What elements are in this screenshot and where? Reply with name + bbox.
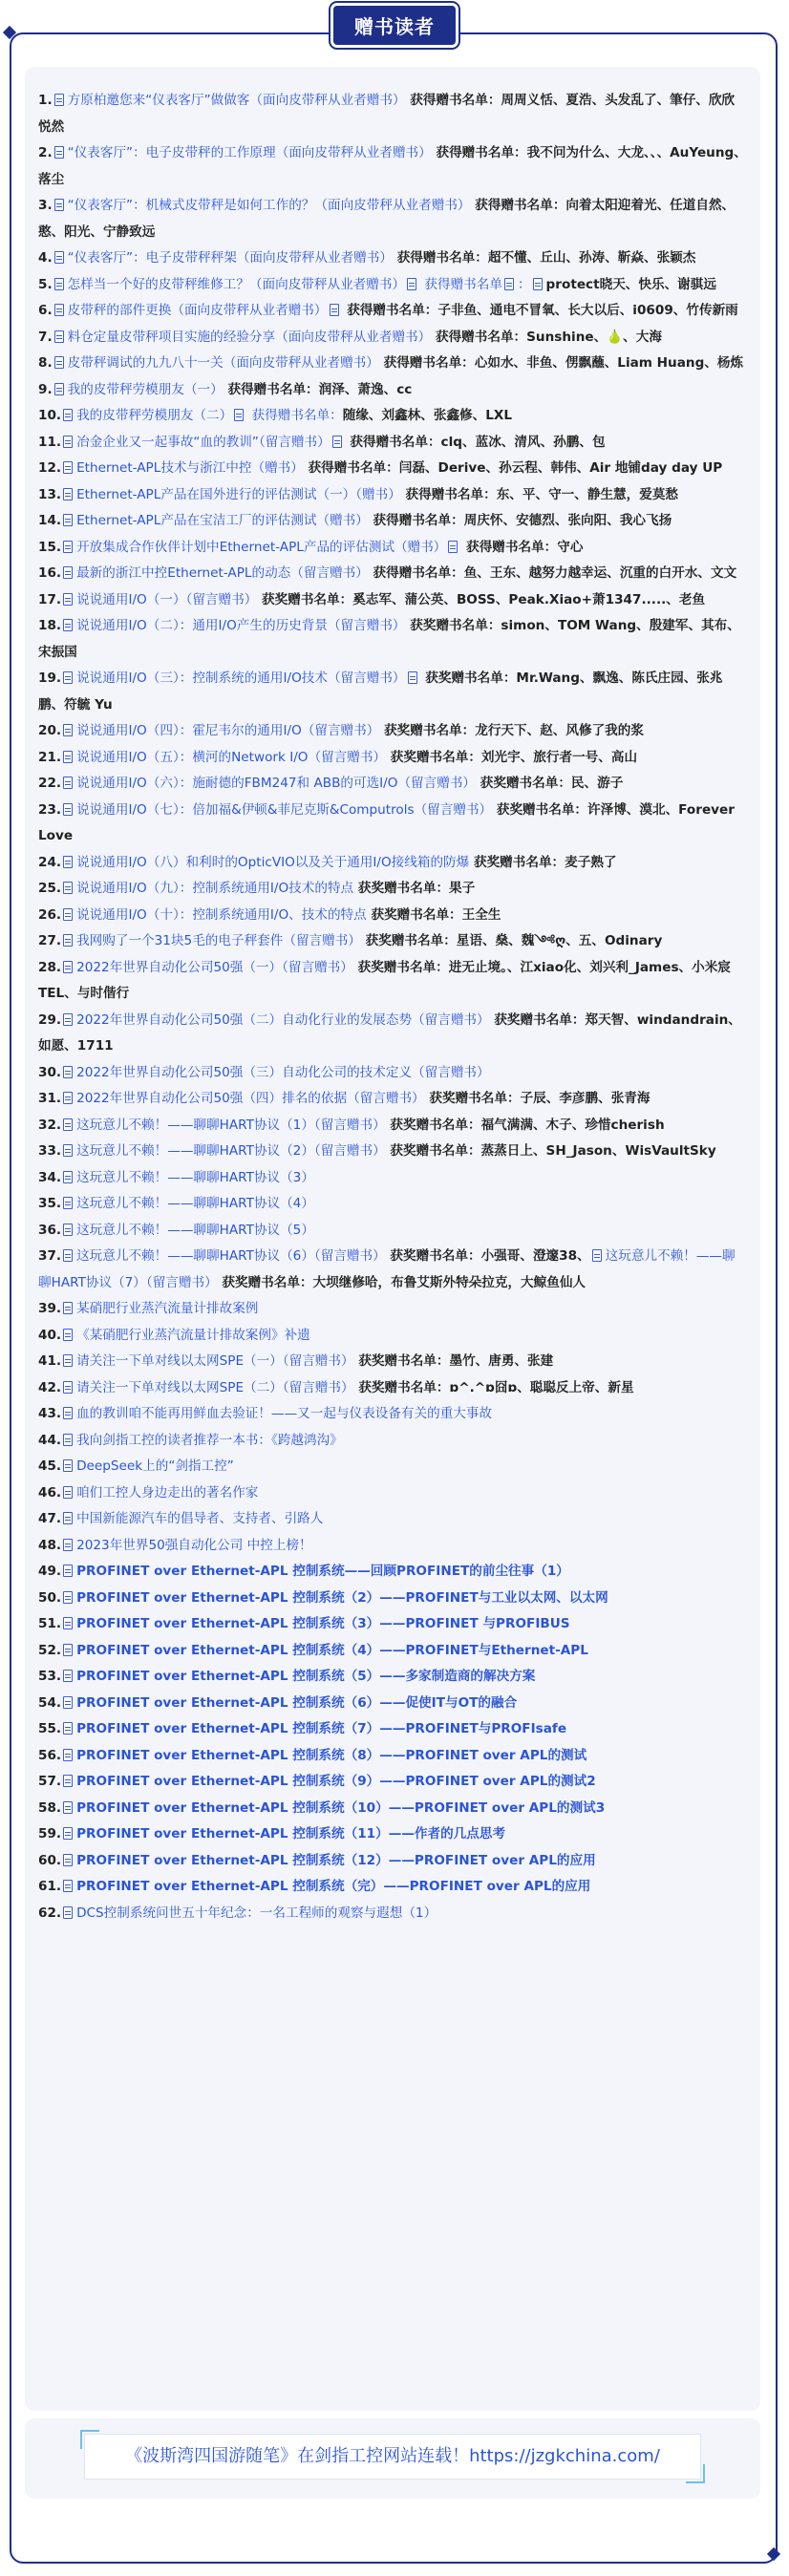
winner-list: protect晓天、快乐、谢骐远: [545, 276, 716, 292]
list-item: [38, 1296, 747, 1323]
article-link[interactable]: 2022年世界自动化公司50强（二）自动化行业的发展态势（留言赠书）: [76, 1011, 490, 1028]
document-icon: [63, 803, 73, 816]
document-icon: [63, 1749, 73, 1761]
document-icon: [63, 1249, 73, 1262]
item-number: 2.: [38, 145, 53, 160]
winner-list: 获奖赠书名单：郑天智、windandrain、如愿、1711: [38, 1011, 741, 1054]
article-link[interactable]: 怎样当一个好的皮带秤维修工？（面向皮带秤从业者赠书）: [67, 276, 406, 292]
document-icon: [63, 1459, 73, 1472]
article-link[interactable]: 这玩意儿不赖！——聊聊HART协议（2）（留言赠书）: [76, 1143, 386, 1159]
article-link[interactable]: 《某硝肥行业蒸汽流量计排故案例》补遗: [76, 1327, 310, 1343]
item-number: 14.: [38, 513, 62, 528]
document-icon: [407, 278, 416, 290]
article-link[interactable]: 这玩意儿不赖！——聊聊HART协议（6）（留言赠书）: [76, 1248, 386, 1264]
list-item: [38, 1244, 747, 1296]
article-link[interactable]: PROFINET over Ethernet-APL 控制系统（2）——PROFINET与工业以太网、以太网: [76, 1589, 608, 1606]
list-item: [38, 1191, 747, 1218]
document-icon: [63, 1512, 73, 1524]
document-icon: [63, 934, 73, 947]
article-link[interactable]: ：: [517, 276, 531, 292]
item-number: 40.: [38, 1327, 62, 1343]
item-number: 33.: [38, 1143, 62, 1159]
list-item: [38, 508, 747, 535]
item-number: 9.: [38, 381, 53, 397]
document-icon: [63, 1854, 73, 1866]
article-link[interactable]: 2022年世界自动化公司50强（三）自动化公司的技术定义（留言赠书）: [76, 1064, 490, 1080]
list-item: [38, 88, 747, 140]
article-link[interactable]: 这玩意儿不赖！——聊聊HART协议（3）: [76, 1169, 314, 1185]
item-number: 45.: [38, 1458, 62, 1474]
document-icon: [54, 330, 64, 343]
list-item: [38, 193, 747, 245]
list-item: [38, 1638, 747, 1665]
document-icon: [63, 777, 73, 789]
article-link[interactable]: 某硝肥行业蒸汽流量计排故案例: [76, 1301, 259, 1316]
winner-list: 获奖赠书名单：进无止境。、江xiao化、刘兴利_James、小米宸TEL、与时偕行: [38, 959, 731, 1001]
article-link[interactable]: 说说通用I/O（一）（留言赠书）: [76, 591, 258, 607]
article-link[interactable]: 这玩意儿不赖！——聊聊HART协议（5）: [76, 1222, 314, 1238]
item-number: 27.: [38, 933, 62, 948]
list-item: [38, 850, 747, 877]
item-number: 37.: [38, 1248, 62, 1264]
item-number: 13.: [38, 486, 62, 502]
article-link[interactable]: PROFINET over Ethernet-APL 控制系统（10）——PROFINET over APL的测试3: [76, 1799, 606, 1816]
document-icon: [54, 356, 64, 369]
list-item: [38, 1664, 747, 1691]
list-item: [38, 1611, 747, 1638]
list-item: [38, 613, 747, 666]
item-number: 34.: [38, 1169, 62, 1185]
article-link[interactable]: 说说通用I/O（五）：横河的Network I/O（留言赠书）: [76, 749, 387, 765]
article-link[interactable]: PROFINET over Ethernet-APL 控制系统（12）——PROFINET over APL的应用: [76, 1852, 596, 1868]
article-link[interactable]: PROFINET over Ethernet-APL 控制系统（9）——PROFINET over APL的测试2: [76, 1774, 596, 1789]
winner-list: 获奖赠书名单：ɒ^.^ɒ囧ɒ、聪聪反上帝、新星: [353, 1379, 634, 1395]
list-item: [38, 1428, 747, 1455]
item-number: 3.: [38, 198, 53, 213]
item-number: 53.: [38, 1669, 62, 1684]
list-item: [38, 1901, 747, 1927]
list-item: [38, 272, 747, 299]
item-number: 24.: [38, 854, 62, 870]
article-link[interactable]: Ethernet-APL产品在宝洁工厂的评估测试（赠书）: [76, 513, 369, 528]
document-icon: [63, 1617, 73, 1629]
footer-link[interactable]: 《波斯湾四国游随笔》在剑指工控网站连载！https://jzgkchina.com/: [84, 2434, 701, 2480]
list-item: [38, 1506, 747, 1533]
article-link[interactable]: 方原柏邀您来“仪表客厅”做做客（面向皮带秤从业者赠书）: [67, 93, 406, 108]
list-item: [38, 1454, 747, 1480]
winner-list: 获奖赠书名单：星语、燊、魏༺ღ、五、Odinary: [360, 933, 663, 948]
list-item: [38, 325, 747, 351]
document-icon: [63, 882, 73, 894]
item-number: 36.: [38, 1222, 62, 1238]
list-item: [38, 1375, 747, 1402]
document-icon: [63, 856, 73, 868]
document-icon: [54, 251, 64, 264]
document-icon: [63, 1302, 73, 1314]
document-icon: [63, 1880, 73, 1892]
document-icon: [63, 619, 73, 631]
list-item: [38, 1218, 747, 1245]
list-item: [38, 561, 747, 587]
document-icon: [63, 1381, 73, 1394]
item-number: 44.: [38, 1432, 62, 1448]
article-link[interactable]: Ethernet-APL技术与浙江中控（赠书）: [76, 460, 304, 476]
list-item: [38, 430, 747, 457]
article-link[interactable]: 这玩意儿不赖！——聊聊HART协议（4）: [76, 1196, 314, 1211]
list-item: [38, 1165, 747, 1192]
document-icon: [234, 409, 244, 421]
document-icon: [63, 724, 73, 736]
list-item: [38, 928, 747, 955]
document-icon: [63, 409, 73, 421]
list-item: [38, 1769, 747, 1796]
item-number: 11.: [38, 434, 62, 450]
winner-list: 获奖赠书名单：蒸蒸日上、SH_Jason、WisVaultSky: [385, 1143, 716, 1159]
item-number: 15.: [38, 539, 62, 555]
list-item: [38, 1060, 747, 1087]
document-icon: [63, 593, 73, 606]
article-link[interactable]: 咱们工控人身边走出的著名作家: [76, 1484, 259, 1501]
list-item: [38, 403, 747, 430]
article-link[interactable]: 这玩意儿不赖！——聊聊HART协议（1）（留言赠书）: [76, 1117, 386, 1133]
winner-list: 获得赠书名单：闫磊、Derive、孙云程、韩伟、Air 地铺day day UP: [303, 460, 723, 476]
article-link[interactable]: DeepSeek上的“剑指工控”: [76, 1458, 234, 1474]
article-link[interactable]: 开放集成合作伙伴计划中Ethernet-APL产品的评估测试（赠书）: [76, 539, 447, 555]
article-link[interactable]: PROFINET over Ethernet-APL 控制系统（5）——多家制造商的解决方案: [76, 1669, 536, 1684]
item-number: 50.: [38, 1589, 62, 1606]
document-icon: [63, 1906, 73, 1919]
item-number: 58.: [38, 1799, 62, 1816]
list-item: [38, 1008, 747, 1060]
document-icon: [63, 1329, 73, 1341]
list-item: [38, 1401, 747, 1428]
item-number: 35.: [38, 1196, 62, 1211]
document-icon: [448, 541, 458, 553]
article-link[interactable]: 说说通用I/O（三）：控制系统的通用I/O技术（留言赠书）: [76, 671, 406, 686]
winner-list: 获奖赠书名单：Mr.Wang、飘逸、陈氏庄园、张兆鹏、符毓 Yu: [38, 671, 723, 713]
article-link[interactable]: 说说通用I/O（八）和利时的OpticVIO以及关于通用I/O接线箱的防爆: [76, 854, 470, 870]
document-icon: [63, 1092, 73, 1104]
item-number: 29.: [38, 1011, 62, 1028]
document-icon: [63, 1354, 73, 1367]
winner-list: 获得赠书名单：clq、蓝冰、清风、孙鹏、包: [345, 434, 606, 450]
item-number: 17.: [38, 591, 62, 607]
item-number: 23.: [38, 801, 62, 818]
footer-panel: [25, 2418, 760, 2499]
document-icon: [63, 1696, 73, 1709]
document-icon: [63, 1670, 73, 1682]
document-icon: [63, 961, 73, 973]
winner-list: 获得赠书名单：心如水、非鱼、侽飘蘸、Liam Huang、杨炼: [378, 355, 744, 371]
article-link[interactable]: 说说通用I/O（七）：倍加福&伊顿&菲尼克斯&Computrols（留言赠书）: [76, 801, 493, 818]
document-icon: [54, 304, 64, 316]
item-number: 16.: [38, 565, 62, 581]
document-icon: [63, 1197, 73, 1209]
item-number: 6.: [38, 303, 53, 318]
list-item: [38, 377, 747, 404]
winner-list: 获得赠书名单：我不问为什么、大龙、、、AuYeung、落尘: [38, 145, 747, 187]
winner-list: 获得赠书名单：周庆怀、安德烈、张向阳、我心飞扬: [368, 513, 672, 528]
item-number: 30.: [38, 1064, 62, 1080]
article-link[interactable]: Ethernet-APL产品在国外进行的评估测试（一）（赠书）: [76, 486, 401, 502]
list-item: [38, 535, 747, 562]
item-number: 57.: [38, 1774, 62, 1789]
item-number: 31.: [38, 1091, 62, 1106]
document-icon: [63, 1539, 73, 1551]
list-item: [38, 298, 747, 325]
document-icon: [330, 304, 339, 316]
winner-list: 获奖赠书名单：子辰、李彦鹏、张青海: [424, 1091, 650, 1106]
article-link[interactable]: PROFINET over Ethernet-APL 控制系统（4）——PROFINET与Ethernet-APL: [76, 1642, 588, 1658]
article-link[interactable]: 我的皮带秤劳模朋友（一）: [67, 381, 224, 397]
document-icon: [63, 1407, 73, 1419]
winner-list: 获奖赠书名单：奚志军、蒲公英、BOSS、Peak.Xiao+萧1347.....、老鱼: [257, 591, 706, 607]
item-number: 59.: [38, 1826, 62, 1842]
winner-list: 获得赠书名单：鱼、王东、越努力越幸运、沉重的白开水、文文: [368, 565, 737, 581]
winner-list: 获奖赠书名单：龙行天下、赵、风修了我的浆: [379, 723, 644, 738]
document-icon: [332, 436, 342, 448]
item-number: 41.: [38, 1353, 62, 1369]
list-item: [38, 587, 747, 614]
document-icon: [63, 1171, 73, 1183]
document-icon: [408, 671, 417, 684]
list-item: [38, 718, 747, 745]
document-icon: [54, 383, 64, 395]
document-icon: [504, 278, 514, 290]
list-item: [38, 1821, 747, 1848]
list-item: [38, 955, 747, 1008]
list-item: [38, 1113, 747, 1139]
article-link[interactable]: 这玩意儿不赖！——聊聊HART协议（7）（留言赠书）: [38, 1248, 736, 1290]
list-item: [38, 1086, 747, 1113]
winner-list: 获得赠书名单：润泽、萧逸、cc: [223, 381, 413, 397]
document-icon: [63, 1827, 73, 1840]
article-link[interactable]: 料仓定量皮带秤项目实施的经验分享（面向皮带秤从业者赠书）: [67, 329, 432, 345]
document-icon: [63, 1066, 73, 1078]
article-link[interactable]: 请关注一下单对线以太网SPE（二）（留言赠书）: [76, 1379, 354, 1395]
list-item: [38, 876, 747, 903]
document-icon: [63, 1013, 73, 1026]
list-item: [38, 1743, 747, 1770]
item-number: 46.: [38, 1484, 62, 1501]
article-link[interactable]: “仪表客厅”：机械式皮带秤是如何工作的？（面向皮带秤从业者赠书）: [67, 198, 471, 213]
item-number: 22.: [38, 776, 62, 791]
document-icon: [63, 908, 73, 921]
list-item: [38, 1323, 747, 1350]
page-title: 赠书读者: [333, 6, 456, 45]
document-icon: [63, 1224, 73, 1236]
winner-list: 获奖赠书名单：simon、TOM Wang、殷建军、其布、宋振国: [38, 618, 740, 660]
winner-list: 获奖赠书名单：小强哥、澄邃38、: [385, 1248, 590, 1264]
article-link[interactable]: 皮带秤的部件更换（面向皮带秤从业者赠书）: [67, 303, 328, 318]
item-number: 55.: [38, 1721, 62, 1736]
item-number: 8.: [38, 355, 53, 371]
article-link[interactable]: “仪表客厅”：电子皮带秤的工作原理（面向皮带秤从业者赠书）: [67, 145, 432, 160]
item-number: 32.: [38, 1117, 62, 1133]
article-link[interactable]: 2022年世界自动化公司50强（一）（留言赠书）: [76, 959, 353, 975]
document-icon: [63, 1644, 73, 1656]
winner-list: 获奖赠书名单：许泽博、漠北、Forever Love: [38, 801, 735, 843]
document-icon: [54, 278, 64, 290]
item-number: 25.: [38, 881, 62, 896]
winner-list: 获得赠书名单：向着太阳迎着光、任道自然、憨、阳光、宁静致远: [38, 198, 736, 240]
winner-list: 获奖赠书名单：墨竹、唐勇、张建: [353, 1353, 554, 1369]
winner-list: 获奖赠书名单：大坝继修哈，布鲁艾斯外特朵拉克，大鲸鱼仙人: [217, 1274, 586, 1290]
article-link[interactable]: 中国新能源汽车的倡导者、支持者、引路人: [76, 1511, 324, 1526]
document-icon: [54, 146, 64, 159]
article-link[interactable]: PROFINET over Ethernet-APL 控制系统（3）——PROFINET 与PROFIBUS: [76, 1616, 570, 1631]
article-link[interactable]: 说说通用I/O（九）：控制系统通用I/O技术的特点: [76, 881, 354, 896]
list-item: [38, 1349, 747, 1375]
list-item: [38, 1874, 747, 1901]
list-item: [38, 1796, 747, 1822]
article-link[interactable]: 获得赠书名单：: [247, 408, 343, 423]
article-link[interactable]: 说说通用I/O（四）：霍尼韦尔的通用I/O（留言赠书）: [76, 723, 380, 738]
document-icon: [63, 541, 73, 553]
winner-list: 获得赠书名单：东、平、守一、静生慧，爱莫愁: [400, 486, 679, 502]
document-icon: [63, 1801, 73, 1814]
winner-list: 获奖赠书名单：麦子熟了: [469, 854, 617, 870]
item-number: 1.: [38, 93, 53, 108]
document-icon: [63, 1486, 73, 1499]
winner-list: 获得赠书名单：超不懂、丘山、孙涛、靳焱、张颖杰: [392, 250, 696, 266]
item-number: 52.: [38, 1642, 62, 1658]
list-item: [38, 1480, 747, 1507]
list-item: [38, 798, 747, 850]
item-number: 21.: [38, 749, 62, 765]
list-item: [38, 351, 747, 377]
document-icon: [63, 671, 73, 684]
item-number: 62.: [38, 1905, 62, 1921]
document-icon: [63, 1591, 73, 1604]
article-link[interactable]: “仪表客厅”：电子皮带秤秤架（面向皮带秤从业者赠书）: [67, 250, 393, 266]
winner-list: 获得赠书名单：Sunshine、🍐、大海: [431, 329, 662, 345]
item-number: 4.: [38, 250, 53, 266]
winner-list: 获得赠书名单：守心: [461, 539, 584, 555]
item-number: 61.: [38, 1879, 62, 1894]
item-number: 18.: [38, 618, 62, 633]
item-number: 10.: [38, 408, 62, 423]
item-number: 19.: [38, 671, 62, 686]
article-link[interactable]: DCS控制系统问世五十年纪念：一名工程师的观察与遐想（1）: [76, 1905, 437, 1921]
list-item: [38, 666, 747, 718]
list-item: [38, 245, 747, 272]
list-item: [38, 1716, 747, 1743]
list-item: [38, 903, 747, 929]
article-link[interactable]: 我网购了一个31块5毛的电子秤套件（留言赠书）: [76, 933, 361, 948]
article-link[interactable]: 2023年世界50强自动化公司 中控上榜！: [76, 1537, 312, 1553]
item-number: 48.: [38, 1537, 62, 1553]
article-link[interactable]: PROFINET over Ethernet-APL 控制系统（完）——PROFINET over APL的应用: [76, 1879, 591, 1894]
item-number: 42.: [38, 1379, 62, 1395]
item-number: 5.: [38, 276, 53, 292]
item-number: 26.: [38, 906, 62, 923]
document-icon: [63, 488, 73, 500]
document-icon: [63, 1775, 73, 1787]
item-number: 7.: [38, 329, 53, 345]
item-number: 60.: [38, 1852, 62, 1868]
document-icon: [54, 199, 64, 211]
item-number: 47.: [38, 1511, 62, 1526]
winner-list: 获得赠书名单：子非鱼、通电不冒氧、长大以后、i0609、竹传新雨: [342, 303, 738, 318]
document-icon: [63, 1722, 73, 1735]
list-item: [38, 771, 747, 798]
article-link[interactable]: 最新的浙江中控Ethernet-APL的动态（留言赠书）: [76, 565, 369, 581]
article-link[interactable]: 我向剑指工控的读者推荐一本书：《跨越鸿沟》: [76, 1432, 343, 1448]
article-link[interactable]: 说说通用I/O（十）：控制系统通用I/O、技术的特点: [76, 906, 367, 923]
document-icon: [63, 514, 73, 526]
list-item: [38, 1533, 747, 1560]
document-icon: [63, 566, 73, 579]
winner-list: 获得赠书名单：周周义恬、夏浩、头发乱了、筆仔、欣欣悦然: [38, 93, 736, 135]
item-number: 39.: [38, 1301, 62, 1316]
item-number: 43.: [38, 1406, 62, 1421]
list-item: [38, 745, 747, 772]
item-number: 49.: [38, 1564, 62, 1579]
list-item: [38, 1559, 747, 1586]
document-icon: [54, 94, 64, 106]
article-link[interactable]: 2022年世界自动化公司50强（四）排名的依据（留言赠书）: [76, 1091, 425, 1106]
article-link[interactable]: PROFINET over Ethernet-APL 控制系统——回顾PROFINET的前尘往事（1）: [76, 1564, 569, 1579]
winner-list: 获奖赠书名单：果子: [353, 881, 476, 896]
winner-list: 获奖赠书名单：民、游子: [476, 776, 624, 791]
article-link[interactable]: PROFINET over Ethernet-APL 控制系统（6）——促使IT与OT的融合: [76, 1694, 518, 1711]
winner-list: 获奖赠书名单：福气满满、木子、珍惜cherish: [385, 1117, 665, 1133]
document-icon: [63, 1565, 73, 1577]
article-link[interactable]: 说说通用I/O（六）：施耐德的FBM247和 ABB的可选I/O（留言赠书）: [76, 776, 477, 791]
winner-list: 获奖赠书名单：刘光宇、旅行者一号、高山: [386, 749, 638, 765]
winner-list: 获奖赠书名单：王全生: [366, 906, 501, 923]
article-link[interactable]: 获得赠书名单: [420, 276, 502, 292]
document-icon: [63, 751, 73, 763]
article-link[interactable]: PROFINET over Ethernet-APL 控制系统（8）——PROFINET over APL的测试: [76, 1747, 587, 1763]
item-number: 54.: [38, 1694, 62, 1711]
document-icon: [63, 436, 73, 448]
winner-list: 随缘、刘鑫林、张鑫修、LXL: [342, 408, 513, 423]
article-link[interactable]: 冶金企业又一起事故“血的教训”（留言赠书）: [76, 434, 331, 450]
list-item: [38, 1586, 747, 1612]
list-item: [38, 456, 747, 482]
article-link[interactable]: 皮带秤调试的九九八十一关（面向皮带秤从业者赠书）: [67, 355, 379, 371]
document-icon: [63, 461, 73, 474]
item-number: 20.: [38, 723, 62, 738]
gift-book-list: [25, 67, 760, 2411]
list-item: [38, 1139, 747, 1165]
title-banner: [0, 6, 789, 45]
document-icon: [63, 1434, 73, 1446]
document-icon: [63, 1118, 73, 1131]
article-link[interactable]: 说说通用I/O（二）：通用I/O产生的历史背景（留言赠书）: [76, 618, 406, 633]
document-icon: [63, 1144, 73, 1157]
article-link[interactable]: PROFINET over Ethernet-APL 控制系统（11）——作者的几点思考: [76, 1826, 506, 1842]
item-number: 51.: [38, 1616, 62, 1631]
item-number: 28.: [38, 959, 62, 975]
list-item: [38, 1848, 747, 1875]
document-icon: [592, 1249, 602, 1262]
list-item: [38, 1691, 747, 1717]
document-icon: [533, 278, 543, 290]
list-item: [38, 482, 747, 509]
article-link[interactable]: 我的皮带秤劳模朋友（二）: [76, 408, 233, 423]
item-number: 56.: [38, 1747, 62, 1763]
article-link[interactable]: 血的教训咱不能再用鲜血去验证！——又一起与仪表设备有关的重大事故: [76, 1406, 493, 1421]
list-item: [38, 140, 747, 193]
article-link[interactable]: PROFINET over Ethernet-APL 控制系统（7）——PROFINET与PROFIsafe: [76, 1721, 567, 1736]
article-link[interactable]: 请关注一下单对线以太网SPE（一）（留言赠书）: [76, 1353, 354, 1369]
item-number: 12.: [38, 460, 62, 476]
